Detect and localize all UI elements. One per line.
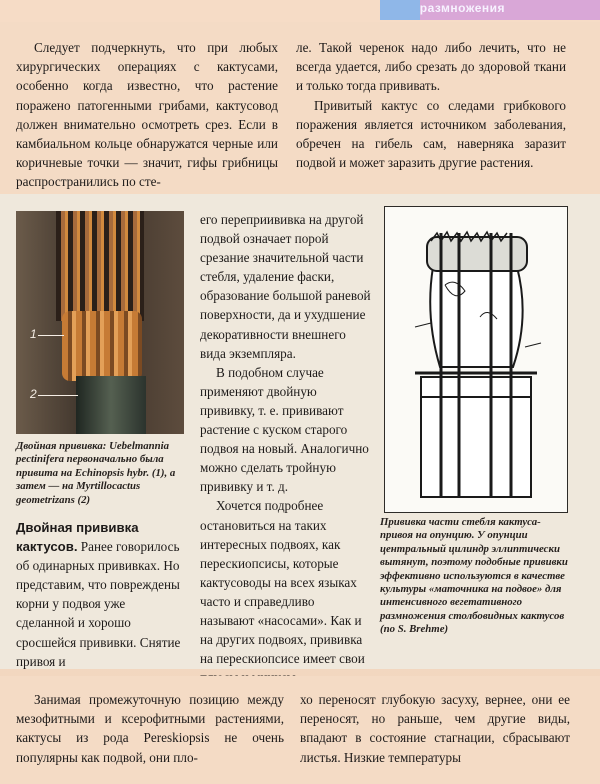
section-heading: Двойная прививка кактусов. — [16, 520, 139, 555]
upper-left-paragraph: Следует подчеркнуть, что при любых хирургических операциях с кактусами, особенно когда известно, что растение поражено патогенными грибами, кактусовод должен внимательно осмотреть срез. Если в камбиальном кольце обнаружатся черные или коричневые точки — значит, гифы грибницы распространились по сте- — [16, 40, 278, 190]
center-paragraph-3: Хочется подробнее остановиться на таких интересных подвоях, как перескиопсисы, которые кактусоводы на всех языках часто и справедливо называют «насосами». Как и на других подвоях, прививка на перескиопсисе имеет свои — [200, 498, 365, 667]
first-graft-section — [62, 311, 142, 381]
section-body: Ранее говорилось об одинарных прививках. Но представим, что повреждены корни у подвоя уже сделанной и хорошо сросшейся прививки. Снятие привоя и — [16, 539, 181, 669]
upper-column-left — [16, 38, 278, 192]
lower-column-right — [300, 690, 570, 767]
photo-pointer-2 — [38, 395, 78, 396]
section-label: размножения — [419, 1, 505, 15]
middle-center-column — [200, 210, 372, 687]
photo-caption: Двойная прививка: Uebelmannia pectinifera первоначально была привита на Echinopsis hybr. (1), а затем — на Myrtillocactus geometrizans (2) — [16, 440, 176, 506]
double-graft-paragraph — [16, 518, 184, 671]
middle-left-column — [16, 518, 184, 671]
drawing-caption: Прививка части стебля кактуса-привоя на опунцию. У опунции центральный цилиндр эллиптически вытянут, поэтому подобные прививки эффективно используются в качестве культуры «маточника на подвое» для интенсивного вегетативного размножения столбовидных кактусов (по S. Brehme) — [380, 516, 568, 636]
lower-left-paragraph: Занимая промежуточную позицию между мезофитными и ксерофитными растениями, кактусы из рода Pereskiopsis не очень популярны как подвой, они пло- — [16, 692, 284, 765]
center-paragraph-1: его переприививка на другой подвой означает порой срезание значительной части стебля, удаление фаски, образование большой раневой поверхности, да и ухудшение декоративности внешнего вида экземпляра. — [200, 212, 371, 361]
upper-right-paragraph-2: Привитый кактус со следами грибкового поражения является источником заболевания, обречен на гибель сам, наверняка заразит подвой и может заразить другие растения. — [296, 97, 566, 171]
upper-column-right — [296, 38, 566, 172]
cactus-on-opuntia-illustration — [385, 207, 567, 512]
rootstock-section — [76, 376, 146, 434]
section-tab — [380, 0, 600, 20]
upper-right-paragraph-1: ле. Такой черенок надо либо лечить, что не всегда удается, либо срезать до здоровой ткани и только тогда прививать. — [296, 40, 566, 94]
lower-column-left — [16, 690, 284, 767]
center-paragraph-2: В подобном случае применяют двойную прививку, т. е. прививают растение с куском старого подвоя на новый. Аналогично можно сделать тройную прививку и т. д. — [200, 364, 369, 495]
lower-right-paragraph: хо переносят глубокую засуху, вернее, они ее переносят, но раньше, чем другие виды, впадают в состояние стагнации, сбрасывают листья. Низкие температуры — [300, 692, 570, 765]
photo-label-2: 2 — [30, 387, 37, 401]
photo-pointer-1 — [38, 335, 64, 336]
graft-drawing — [384, 206, 568, 513]
photo-label-1: 1 — [30, 327, 37, 341]
scion-stem — [56, 211, 144, 321]
double-graft-photo — [16, 211, 184, 434]
